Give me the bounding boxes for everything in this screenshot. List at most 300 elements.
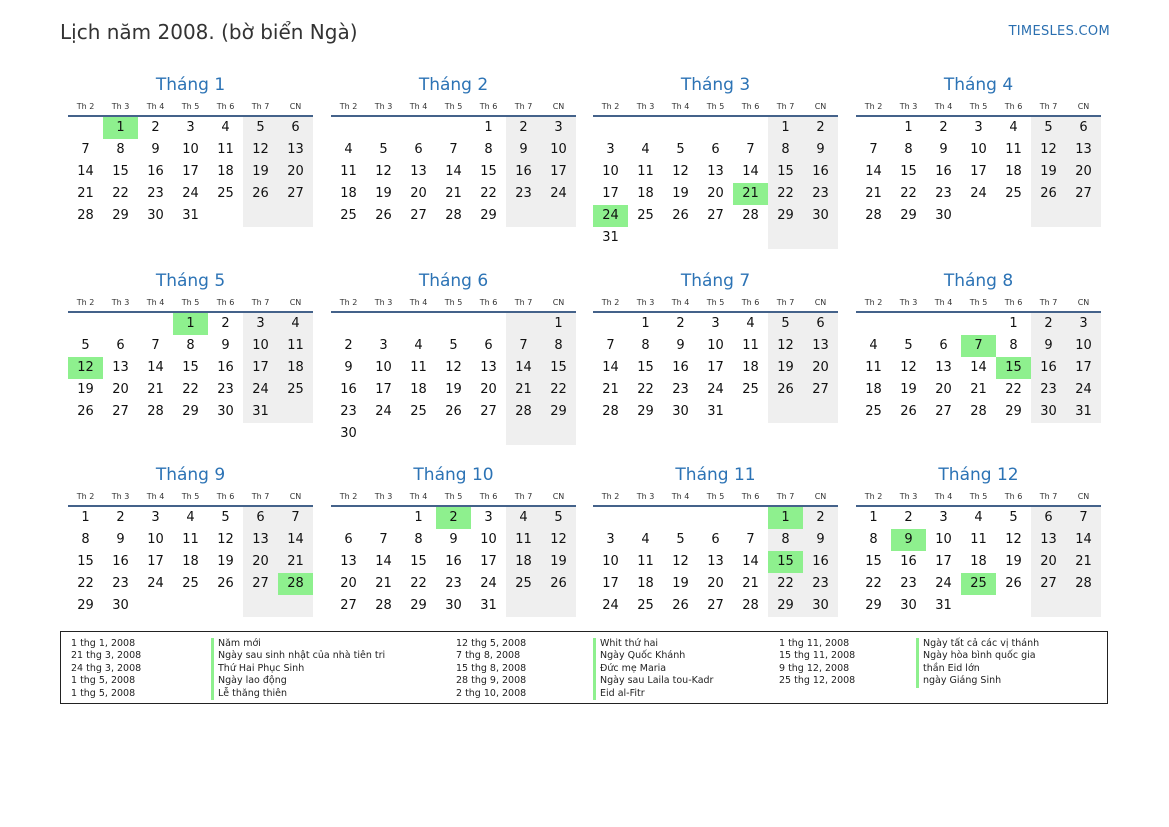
day-cell[interactable]: 24 [375, 404, 392, 419]
day-cell[interactable]: 29 [112, 208, 129, 223]
day-cell[interactable]: 23 [217, 382, 234, 397]
day-cell[interactable]: 17 [541, 161, 576, 183]
day-cell[interactable]: 31 [182, 208, 199, 223]
day-cell[interactable]: 2 [904, 510, 913, 525]
day-cell[interactable]: 20 [480, 382, 497, 397]
day-cell[interactable]: 20 [707, 576, 724, 591]
day-cell[interactable]: 20 [1066, 161, 1101, 183]
day-cell[interactable]: 13 [278, 139, 313, 161]
day-cell[interactable]: 8 [81, 532, 90, 547]
day-cell[interactable]: 22 [1005, 382, 1022, 397]
day-cell[interactable]: 4 [186, 510, 195, 525]
day-cell[interactable]: 18 [742, 360, 759, 375]
day-cell[interactable]: 13 [707, 164, 724, 179]
day-cell[interactable]: 27 [243, 573, 278, 595]
day-cell[interactable]: 12 [217, 532, 234, 547]
day-cell[interactable]: 18 [865, 382, 882, 397]
day-cell[interactable]: 10 [541, 139, 576, 161]
day-cell[interactable]: 9 [151, 142, 160, 157]
day-cell[interactable]: 6 [1031, 507, 1066, 529]
day-cell[interactable]: 6 [803, 313, 838, 335]
day-cell[interactable]: 16 [445, 554, 462, 569]
day-cell[interactable]: 4 [221, 120, 230, 135]
day-cell[interactable]: 23 [803, 573, 838, 595]
day-cell[interactable]: 30 [147, 208, 164, 223]
day-cell[interactable]: 7 [449, 142, 458, 157]
day-cell[interactable]: 3 [939, 510, 948, 525]
day-cell[interactable]: 11 [340, 164, 357, 179]
day-cell[interactable]: 1 [541, 313, 576, 335]
day-cell[interactable]: 4 [746, 316, 755, 331]
day-cell[interactable]: 2 [803, 507, 838, 529]
day-cell[interactable]: 1 [768, 117, 803, 139]
day-cell[interactable]: 28 [970, 404, 987, 419]
day-cell[interactable]: 19 [768, 357, 803, 379]
day-cell[interactable]: 26 [375, 208, 392, 223]
day-cell[interactable]: 8 [1009, 338, 1018, 353]
day-cell[interactable]: 31 [480, 598, 497, 613]
day-cell[interactable]: 31 [707, 404, 724, 419]
day-cell[interactable]: 9 [676, 338, 685, 353]
day-cell[interactable]: 22 [77, 576, 94, 591]
day-cell[interactable]: 15 [768, 161, 803, 183]
day-cell[interactable]: 20 [707, 186, 724, 201]
day-cell[interactable]: 2 [344, 338, 353, 353]
day-cell[interactable]: 23 [900, 576, 917, 591]
day-cell[interactable]: 10 [1066, 335, 1101, 357]
day-cell[interactable]: 2 [116, 510, 125, 525]
day-cell[interactable]: 28 [742, 598, 759, 613]
day-cell[interactable]: 12 [672, 554, 689, 569]
day-cell[interactable]: 17 [707, 360, 724, 375]
day-cell[interactable]: 23 [147, 186, 164, 201]
day-cell[interactable]: 12 [541, 529, 576, 551]
day-cell[interactable]: 18 [182, 554, 199, 569]
day-cell[interactable]: 22 [865, 576, 882, 591]
day-cell[interactable]: 7 [81, 142, 90, 157]
day-cell[interactable]: 24 [182, 186, 199, 201]
day-cell[interactable]: 6 [243, 507, 278, 529]
day-cell[interactable]: 20 [278, 161, 313, 183]
day-cell[interactable]: 14 [506, 357, 541, 379]
day-cell[interactable]: 26 [217, 576, 234, 591]
day-cell[interactable]: 2 [221, 316, 230, 331]
day-cell[interactable]: 2 [1031, 313, 1066, 335]
day-cell[interactable]: 5 [768, 313, 803, 335]
day-cell[interactable]: 31 [935, 598, 952, 613]
holiday-day-cell[interactable]: 1 [768, 507, 803, 529]
day-cell[interactable]: 14 [865, 164, 882, 179]
day-cell[interactable]: 11 [970, 532, 987, 547]
day-cell[interactable]: 27 [707, 598, 724, 613]
day-cell[interactable]: 20 [112, 382, 129, 397]
day-cell[interactable]: 8 [484, 142, 493, 157]
day-cell[interactable]: 28 [77, 208, 94, 223]
day-cell[interactable]: 23 [803, 183, 838, 205]
day-cell[interactable]: 27 [803, 379, 838, 401]
day-cell[interactable]: 14 [1066, 529, 1101, 551]
day-cell[interactable]: 19 [77, 382, 94, 397]
day-cell[interactable]: 4 [641, 532, 650, 547]
day-cell[interactable]: 8 [541, 335, 576, 357]
day-cell[interactable]: 6 [711, 142, 720, 157]
day-cell[interactable]: 26 [243, 183, 278, 205]
day-cell[interactable]: 14 [278, 529, 313, 551]
day-cell[interactable]: 29 [865, 598, 882, 613]
day-cell[interactable]: 18 [1005, 164, 1022, 179]
day-cell[interactable]: 10 [147, 532, 164, 547]
day-cell[interactable]: 30 [935, 208, 952, 223]
day-cell[interactable]: 27 [480, 404, 497, 419]
day-cell[interactable]: 5 [243, 117, 278, 139]
day-cell[interactable]: 27 [1031, 573, 1066, 595]
day-cell[interactable]: 9 [939, 142, 948, 157]
day-cell[interactable]: 19 [900, 382, 917, 397]
day-cell[interactable]: 15 [77, 554, 94, 569]
day-cell[interactable]: 3 [541, 117, 576, 139]
day-cell[interactable]: 7 [151, 338, 160, 353]
day-cell[interactable]: 31 [602, 230, 619, 245]
day-cell[interactable]: 30 [672, 404, 689, 419]
day-cell[interactable]: 14 [742, 554, 759, 569]
day-cell[interactable]: 8 [641, 338, 650, 353]
day-cell[interactable]: 5 [449, 338, 458, 353]
day-cell[interactable]: 5 [904, 338, 913, 353]
day-cell[interactable]: 20 [340, 576, 357, 591]
day-cell[interactable]: 12 [243, 139, 278, 161]
day-cell[interactable]: 14 [742, 164, 759, 179]
day-cell[interactable]: 13 [410, 164, 427, 179]
day-cell[interactable]: 5 [379, 142, 388, 157]
day-cell[interactable]: 26 [77, 404, 94, 419]
day-cell[interactable]: 4 [278, 313, 313, 335]
day-cell[interactable]: 29 [768, 205, 803, 227]
day-cell[interactable]: 2 [939, 120, 948, 135]
day-cell[interactable]: 29 [1005, 404, 1022, 419]
day-cell[interactable]: 16 [340, 382, 357, 397]
day-cell[interactable]: 25 [278, 379, 313, 401]
day-cell[interactable]: 22 [768, 573, 803, 595]
day-cell[interactable]: 16 [803, 161, 838, 183]
day-cell[interactable]: 29 [410, 598, 427, 613]
day-cell[interactable]: 30 [803, 205, 838, 227]
day-cell[interactable]: 11 [410, 360, 427, 375]
day-cell[interactable]: 2 [151, 120, 160, 135]
day-cell[interactable]: 13 [1031, 529, 1066, 551]
day-cell[interactable]: 24 [970, 186, 987, 201]
day-cell[interactable]: 4 [974, 510, 983, 525]
day-cell[interactable]: 20 [410, 186, 427, 201]
day-cell[interactable]: 29 [77, 598, 94, 613]
day-cell[interactable]: 13 [707, 554, 724, 569]
day-cell[interactable]: 25 [217, 186, 234, 201]
day-cell[interactable]: 27 [340, 598, 357, 613]
day-cell[interactable]: 3 [151, 510, 160, 525]
holiday-day-cell[interactable]: 21 [733, 183, 768, 205]
day-cell[interactable]: 9 [344, 360, 353, 375]
day-cell[interactable]: 14 [445, 164, 462, 179]
day-cell[interactable]: 25 [742, 382, 759, 397]
day-cell[interactable]: 8 [414, 532, 423, 547]
day-cell[interactable]: 11 [506, 529, 541, 551]
day-cell[interactable]: 29 [541, 401, 576, 423]
day-cell[interactable]: 23 [506, 183, 541, 205]
day-cell[interactable]: 12 [1005, 532, 1022, 547]
day-cell[interactable]: 19 [672, 576, 689, 591]
day-cell[interactable]: 23 [445, 576, 462, 591]
day-cell[interactable]: 30 [217, 404, 234, 419]
day-cell[interactable]: 5 [541, 507, 576, 529]
holiday-day-cell[interactable]: 1 [173, 313, 208, 335]
day-cell[interactable]: 1 [484, 120, 493, 135]
day-cell[interactable]: 10 [935, 532, 952, 547]
day-cell[interactable]: 19 [672, 186, 689, 201]
day-cell[interactable]: 30 [112, 598, 129, 613]
day-cell[interactable]: 26 [1031, 183, 1066, 205]
day-cell[interactable]: 25 [637, 208, 654, 223]
day-cell[interactable]: 22 [900, 186, 917, 201]
day-cell[interactable]: 16 [112, 554, 129, 569]
day-cell[interactable]: 21 [445, 186, 462, 201]
day-cell[interactable]: 10 [602, 164, 619, 179]
day-cell[interactable]: 21 [865, 186, 882, 201]
day-cell[interactable]: 24 [147, 576, 164, 591]
day-cell[interactable]: 7 [379, 532, 388, 547]
day-cell[interactable]: 30 [340, 426, 357, 441]
day-cell[interactable]: 15 [637, 360, 654, 375]
holiday-day-cell[interactable]: 28 [278, 573, 313, 595]
day-cell[interactable]: 15 [480, 164, 497, 179]
day-cell[interactable]: 15 [410, 554, 427, 569]
holiday-day-cell[interactable]: 15 [996, 357, 1031, 379]
day-cell[interactable]: 6 [278, 117, 313, 139]
day-cell[interactable]: 11 [637, 554, 654, 569]
day-cell[interactable]: 7 [506, 335, 541, 357]
day-cell[interactable]: 25 [865, 404, 882, 419]
day-cell[interactable]: 21 [147, 382, 164, 397]
day-cell[interactable]: 9 [1031, 335, 1066, 357]
day-cell[interactable]: 3 [484, 510, 493, 525]
day-cell[interactable]: 9 [116, 532, 125, 547]
day-cell[interactable]: 17 [602, 186, 619, 201]
day-cell[interactable]: 10 [375, 360, 392, 375]
day-cell[interactable]: 27 [707, 208, 724, 223]
day-cell[interactable]: 4 [506, 507, 541, 529]
day-cell[interactable]: 26 [900, 404, 917, 419]
day-cell[interactable]: 21 [77, 186, 94, 201]
day-cell[interactable]: 1 [81, 510, 90, 525]
day-cell[interactable]: 25 [1005, 186, 1022, 201]
day-cell[interactable]: 19 [243, 161, 278, 183]
day-cell[interactable]: 10 [182, 142, 199, 157]
day-cell[interactable]: 31 [1066, 401, 1101, 423]
day-cell[interactable]: 21 [602, 382, 619, 397]
day-cell[interactable]: 24 [480, 576, 497, 591]
day-cell[interactable]: 5 [81, 338, 90, 353]
day-cell[interactable]: 17 [147, 554, 164, 569]
day-cell[interactable]: 12 [672, 164, 689, 179]
day-cell[interactable]: 23 [340, 404, 357, 419]
day-cell[interactable]: 20 [243, 551, 278, 573]
day-cell[interactable]: 8 [768, 139, 803, 161]
day-cell[interactable]: 1 [869, 510, 878, 525]
day-cell[interactable]: 3 [186, 120, 195, 135]
day-cell[interactable]: 11 [1005, 142, 1022, 157]
day-cell[interactable]: 24 [707, 382, 724, 397]
day-cell[interactable]: 4 [1009, 120, 1018, 135]
day-cell[interactable]: 20 [1031, 551, 1066, 573]
day-cell[interactable]: 27 [935, 404, 952, 419]
day-cell[interactable]: 28 [742, 208, 759, 223]
day-cell[interactable]: 10 [707, 338, 724, 353]
day-cell[interactable]: 21 [1066, 551, 1101, 573]
day-cell[interactable]: 11 [865, 360, 882, 375]
day-cell[interactable]: 5 [1031, 117, 1066, 139]
holiday-day-cell[interactable]: 7 [961, 335, 996, 357]
day-cell[interactable]: 25 [340, 208, 357, 223]
day-cell[interactable]: 11 [278, 335, 313, 357]
day-cell[interactable]: 9 [803, 529, 838, 551]
day-cell[interactable]: 6 [1066, 117, 1101, 139]
day-cell[interactable]: 8 [904, 142, 913, 157]
day-cell[interactable]: 29 [768, 595, 803, 617]
day-cell[interactable]: 5 [676, 532, 685, 547]
day-cell[interactable]: 12 [375, 164, 392, 179]
day-cell[interactable]: 23 [1031, 379, 1066, 401]
day-cell[interactable]: 10 [243, 335, 278, 357]
day-cell[interactable]: 31 [243, 401, 278, 423]
day-cell[interactable]: 13 [803, 335, 838, 357]
day-cell[interactable]: 21 [506, 379, 541, 401]
day-cell[interactable]: 27 [1066, 183, 1101, 205]
day-cell[interactable]: 21 [278, 551, 313, 573]
site-link[interactable]: TIMESLES.COM [1008, 24, 1110, 39]
day-cell[interactable]: 29 [182, 404, 199, 419]
day-cell[interactable]: 24 [935, 576, 952, 591]
day-cell[interactable]: 15 [900, 164, 917, 179]
day-cell[interactable]: 8 [768, 529, 803, 551]
day-cell[interactable]: 17 [243, 357, 278, 379]
day-cell[interactable]: 10 [602, 554, 619, 569]
day-cell[interactable]: 19 [375, 186, 392, 201]
day-cell[interactable]: 24 [1066, 379, 1101, 401]
day-cell[interactable]: 9 [221, 338, 230, 353]
day-cell[interactable]: 13 [1066, 139, 1101, 161]
day-cell[interactable]: 5 [1009, 510, 1018, 525]
day-cell[interactable]: 2 [506, 117, 541, 139]
day-cell[interactable]: 18 [217, 164, 234, 179]
holiday-day-cell[interactable]: 15 [768, 551, 803, 573]
day-cell[interactable]: 24 [541, 183, 576, 205]
day-cell[interactable]: 7 [746, 532, 755, 547]
day-cell[interactable]: 5 [221, 510, 230, 525]
day-cell[interactable]: 22 [410, 576, 427, 591]
day-cell[interactable]: 3 [243, 313, 278, 335]
day-cell[interactable]: 18 [340, 186, 357, 201]
day-cell[interactable]: 6 [711, 532, 720, 547]
day-cell[interactable]: 30 [900, 598, 917, 613]
day-cell[interactable]: 28 [1066, 573, 1101, 595]
day-cell[interactable]: 23 [112, 576, 129, 591]
day-cell[interactable]: 4 [869, 338, 878, 353]
day-cell[interactable]: 16 [803, 551, 838, 573]
day-cell[interactable]: 11 [742, 338, 759, 353]
day-cell[interactable]: 26 [672, 208, 689, 223]
day-cell[interactable]: 15 [541, 357, 576, 379]
day-cell[interactable]: 16 [147, 164, 164, 179]
day-cell[interactable]: 3 [711, 316, 720, 331]
day-cell[interactable]: 10 [970, 142, 987, 157]
day-cell[interactable]: 14 [77, 164, 94, 179]
day-cell[interactable]: 24 [602, 598, 619, 613]
day-cell[interactable]: 18 [410, 382, 427, 397]
day-cell[interactable]: 7 [1066, 507, 1101, 529]
day-cell[interactable]: 19 [1031, 161, 1066, 183]
day-cell[interactable]: 12 [768, 335, 803, 357]
day-cell[interactable]: 27 [410, 208, 427, 223]
day-cell[interactable]: 16 [506, 161, 541, 183]
day-cell[interactable]: 21 [742, 576, 759, 591]
day-cell[interactable]: 28 [506, 401, 541, 423]
day-cell[interactable]: 26 [672, 598, 689, 613]
day-cell[interactable]: 7 [606, 338, 615, 353]
day-cell[interactable]: 9 [449, 532, 458, 547]
day-cell[interactable]: 21 [970, 382, 987, 397]
day-cell[interactable]: 25 [637, 598, 654, 613]
day-cell[interactable]: 28 [445, 208, 462, 223]
day-cell[interactable]: 18 [278, 357, 313, 379]
day-cell[interactable]: 28 [375, 598, 392, 613]
day-cell[interactable]: 7 [869, 142, 878, 157]
holiday-day-cell[interactable]: 9 [891, 529, 926, 551]
day-cell[interactable]: 17 [480, 554, 497, 569]
day-cell[interactable]: 26 [768, 379, 803, 401]
day-cell[interactable]: 15 [182, 360, 199, 375]
day-cell[interactable]: 6 [344, 532, 353, 547]
day-cell[interactable]: 6 [116, 338, 125, 353]
day-cell[interactable]: 26 [445, 404, 462, 419]
day-cell[interactable]: 21 [375, 576, 392, 591]
day-cell[interactable]: 18 [506, 551, 541, 573]
day-cell[interactable]: 17 [182, 164, 199, 179]
day-cell[interactable]: 17 [602, 576, 619, 591]
day-cell[interactable]: 16 [900, 554, 917, 569]
day-cell[interactable]: 12 [900, 360, 917, 375]
day-cell[interactable]: 26 [1005, 576, 1022, 591]
day-cell[interactable]: 13 [112, 360, 129, 375]
day-cell[interactable]: 22 [182, 382, 199, 397]
day-cell[interactable]: 8 [186, 338, 195, 353]
day-cell[interactable]: 18 [637, 186, 654, 201]
day-cell[interactable]: 1 [1009, 316, 1018, 331]
day-cell[interactable]: 7 [746, 142, 755, 157]
day-cell[interactable]: 18 [970, 554, 987, 569]
day-cell[interactable]: 2 [676, 316, 685, 331]
day-cell[interactable]: 12 [445, 360, 462, 375]
day-cell[interactable]: 29 [900, 208, 917, 223]
day-cell[interactable]: 20 [803, 357, 838, 379]
day-cell[interactable]: 3 [974, 120, 983, 135]
day-cell[interactable]: 1 [904, 120, 913, 135]
day-cell[interactable]: 27 [278, 183, 313, 205]
day-cell[interactable]: 29 [637, 404, 654, 419]
holiday-day-cell[interactable]: 2 [436, 507, 471, 529]
day-cell[interactable]: 11 [217, 142, 234, 157]
day-cell[interactable]: 13 [340, 554, 357, 569]
day-cell[interactable]: 8 [869, 532, 878, 547]
day-cell[interactable]: 19 [217, 554, 234, 569]
day-cell[interactable]: 19 [1005, 554, 1022, 569]
